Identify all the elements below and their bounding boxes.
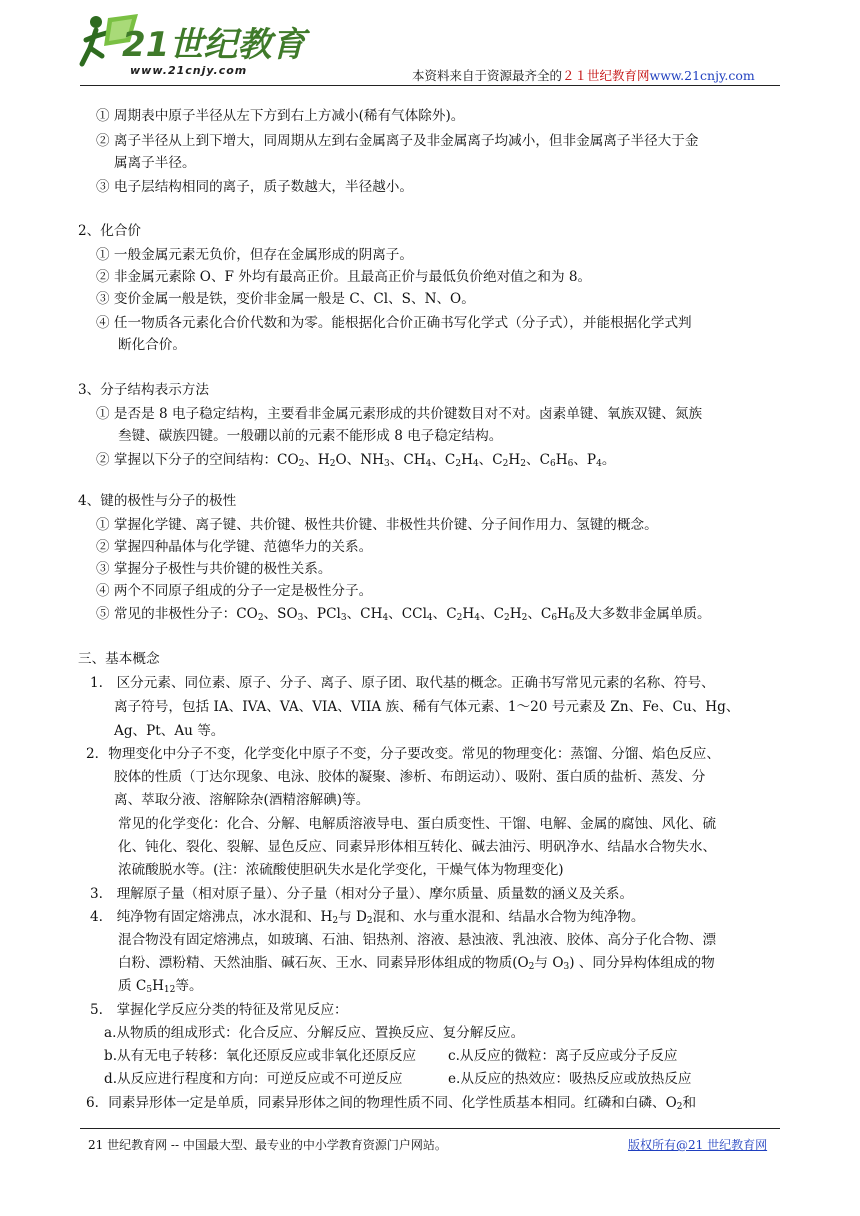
section-heading: 4、键的极性与分子的极性 xyxy=(78,493,237,509)
text-line: 5. 掌握化学反应分类的特征及常见反应： xyxy=(90,1002,348,1018)
text-line: 2．物理变化中分子不变，化学变化中原子不变，分子要改变。常见的物理变化：蒸馏、分馏、焰色反应、 xyxy=(86,746,720,762)
formula-line: 白粉、漂粉精、天然油脂、碱石灰、王水、同素异形体组成的物质($O_2$与 $O_3$) 、同分异构体组成的物 xyxy=(118,955,715,972)
text-line: b.从有无电子转移：氧化还原反应或非氧化还原反应 xyxy=(104,1048,417,1064)
formula-line: 4. 纯净物有固定熔沸点，冰水混和、$H_2$与 $D_2$混和、水与重水混和、结晶水合物为纯净物。 xyxy=(90,909,645,926)
text-line: ③ 变价金属一般是铁，变价非金属一般是 C、Cl、S、N、O。 xyxy=(96,291,475,307)
text-line: ① 掌握化学键、离子键、共价键、极性共价键、非极性共价键、分子间作用力、氢键的概念。 xyxy=(96,517,658,533)
footer-divider xyxy=(80,1128,780,1129)
formula-line: 6．同素异形体一定是单质，同素异形体之间的物理性质不同、化学性质基本相同。红磷和白磷、$O_2$和 xyxy=(86,1095,697,1112)
formula-line: ② 掌握以下分子的空间结构：$CO_2$、$H_2O$、$NH_3$、$CH_4$、$C_2H_4$、$C_2H_2$、$C_6H_6$、$P_4$。 xyxy=(96,452,616,469)
text-line: ③ 电子层结构相同的离子，质子数越大，半径越小。 xyxy=(96,179,413,195)
text-line: c.从反应的微粒：离子反应或分子反应 xyxy=(448,1048,678,1064)
section-heading: 三、基本概念 xyxy=(78,651,160,667)
text-line: ② 非金属元素除 O、F 外均有最高正价。且最高正价与最低负价绝对值之和为 8。 xyxy=(96,269,592,285)
formula-line: 质 $C_5H_{12}$等。 xyxy=(118,978,203,995)
source-url-link[interactable]: www.21cnjy.com xyxy=(649,68,755,83)
page-header xyxy=(0,0,860,92)
text-line: 属离子半径。 xyxy=(114,155,196,171)
text-line: 化、钝化、裂化、裂解、显色反应、同素异形体相互转化、碱去油污、明矾净水、结晶水合物失水、 xyxy=(118,839,717,855)
text-line: 胶体的性质（丁达尔现象、电泳、胶体的凝聚、渗析、布朗运动）、吸附、蛋白质的盐析、蒸发、分 xyxy=(114,769,706,785)
section-heading: 2、化合价 xyxy=(78,223,142,239)
text-line: ① 是否是 8 电子稳定结构，主要看非金属元素形成的共价键数目对不对。卤素单键、氧族双键、氮族 xyxy=(96,406,703,422)
text-line: 常见的化学变化：化合、分解、电解质溶液导电、蛋白质变性、干馏、电解、金属的腐蚀、风化、硫 xyxy=(118,816,717,832)
text-line: a.从物质的组成形式：化合反应、分解反应、置换反应、复分解反应。 xyxy=(104,1025,525,1041)
section-heading: 3、分子结构表示方法 xyxy=(78,382,209,398)
text-line: ④ 任一物质各元素化合价代数和为零。能根据化合价正确书写化学式（分子式），并能根据化学式判 xyxy=(96,315,692,331)
text-line: ② 掌握四种晶体与化学键、范德华力的关系。 xyxy=(96,539,373,555)
logo-wordmark: 21世纪教育 xyxy=(122,25,306,65)
text-line: 离子符号，包括 IA、IVA、VA、VIA、VIIA 族、稀有气体元素、1～20 号元素及 Zn、Fe、Cu、Hg、 xyxy=(114,699,740,715)
text-line: 1. 区分元素、同位素、原子、分子、离子、原子团、取代基的概念。正确书写常见元素的名称、符号、 xyxy=(90,675,715,691)
text-line: ② 离子半径从上到下增大，同周期从左到右金属离子及非金属离子均减小，但非金属离子半径大于金 xyxy=(96,133,699,149)
footer-copyright-link[interactable]: 版权所有@21 世纪教育网 xyxy=(628,1138,768,1152)
logo-url: www.21cnjy.com xyxy=(130,64,248,77)
text-line: ① 一般金属元素无负价，但存在金属形成的阴离子。 xyxy=(96,247,413,263)
header-source-note xyxy=(412,66,755,84)
text-line: ③ 掌握分子极性与共价键的极性关系。 xyxy=(96,561,332,577)
text-line: Ag、Pt、Au 等。 xyxy=(114,723,225,739)
site-logo xyxy=(82,12,306,80)
footer-site-note: 21 世纪教育网 -- 中国最大型、最专业的中小学教育资源门户网站。 xyxy=(88,1138,447,1152)
formula-line: ⑤ 常见的非极性分子：$CO_2$、$SO_3$、PCl$_3$、$CH_4$、CCl$_4$、$C_2H_4$、$C_2H_2$、$C_6H_6$及大多数非金属单质。 xyxy=(96,606,711,623)
text-line: 混合物没有固定熔沸点，如玻璃、石油、铝热剂、溶液、悬浊液、乳浊液、胶体、高分子化合物、漂 xyxy=(118,932,717,948)
text-line: 3. 理解原子量（相对原子量）、分子量（相对分子量）、摩尔质量、质量数的涵义及关系。 xyxy=(90,886,634,902)
text-line: 浓硫酸脱水等。(注：浓硫酸使胆矾失水是化学变化，干燥气体为物理变化) xyxy=(118,862,564,878)
source-prefix: 本资料来自于资源最齐全的 xyxy=(412,68,563,83)
text-line: ① 周期表中原子半径从左下方到右上方减小(稀有气体除外)。 xyxy=(96,108,465,124)
text-line: e.从反应的热效应：吸热反应或放热反应 xyxy=(448,1071,692,1087)
text-line: 叁键、碳族四键。一般硼以前的元素不能形成 8 电子稳定结构。 xyxy=(118,428,503,444)
text-line: 离、萃取分液、溶解除杂(酒精溶解碘)等。 xyxy=(114,792,370,808)
text-line: d.从反应进行程度和方向：可逆反应或不可逆反应 xyxy=(104,1071,403,1087)
source-site: ２１世纪教育网 xyxy=(562,68,650,83)
text-line: ④ 两个不同原子组成的分子一定是极性分子。 xyxy=(96,583,373,599)
text-line: 断化合价。 xyxy=(118,337,186,353)
header-divider xyxy=(80,85,780,86)
